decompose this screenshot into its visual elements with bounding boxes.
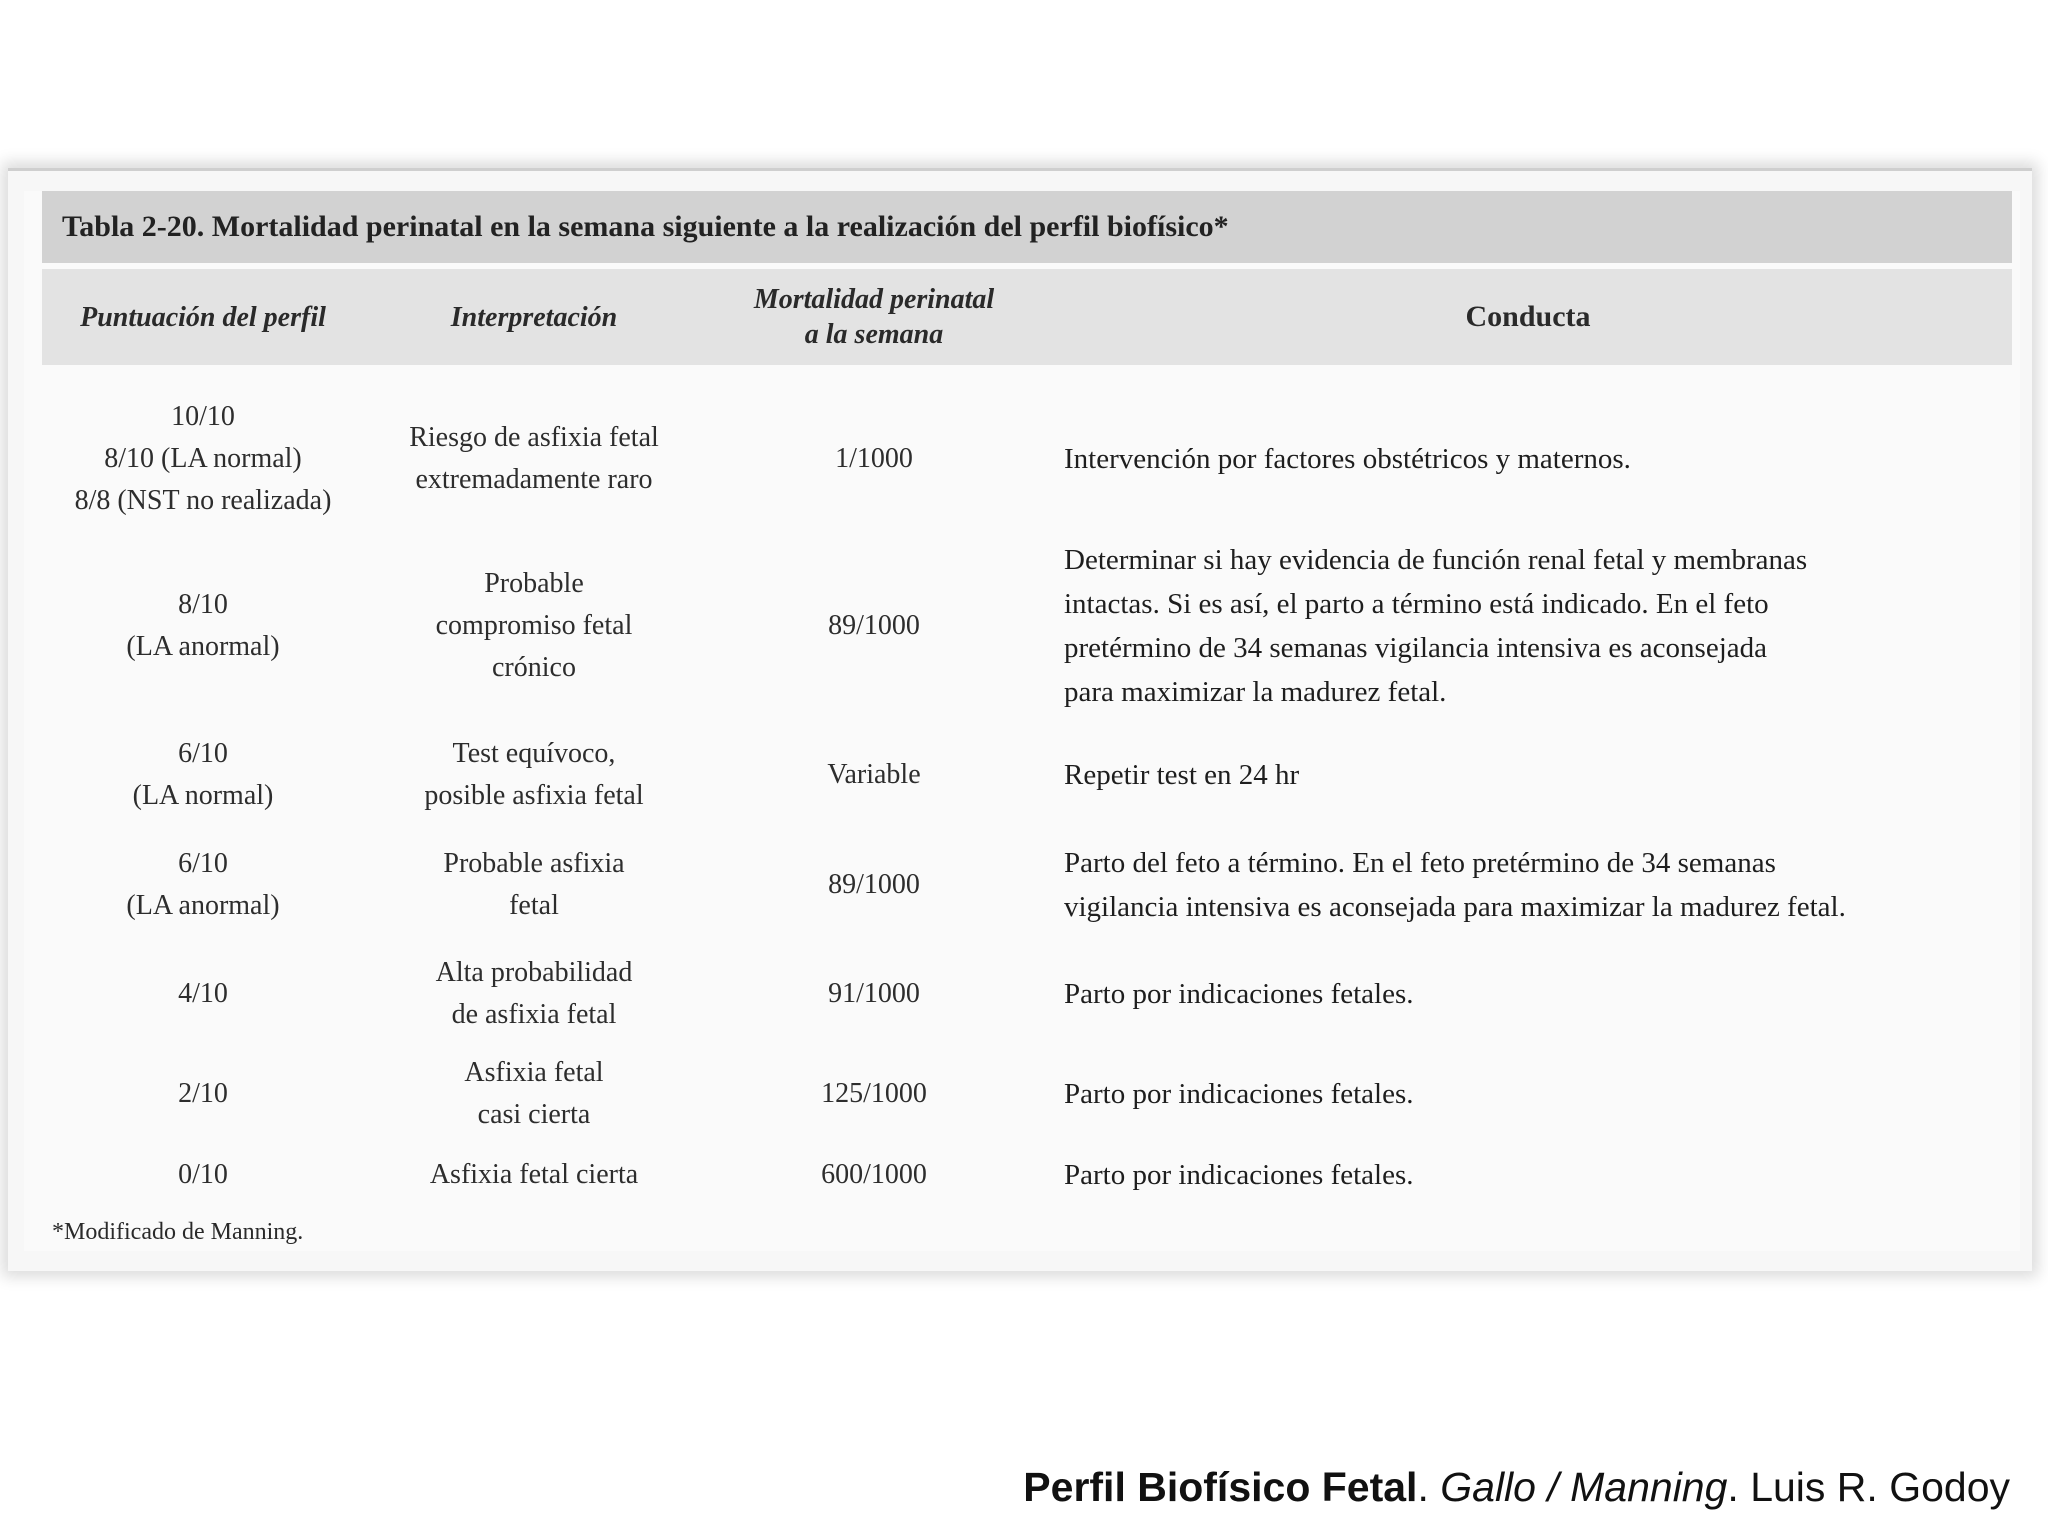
cell-interpretation: Probable asfixia fetal [443,848,625,921]
caption-author: . Luis R. Godoy [1727,1464,2010,1510]
table-row [42,727,2012,823]
caption-separator: . [1417,1464,1441,1510]
cell-interpretation: Probable compromiso fetal crónico [435,568,633,683]
caption-source: Gallo / Manning [1440,1464,1728,1510]
cell-interpretation: Riesgo de asfixia fetal extremadamente raro [409,422,659,495]
header-score: Puntuación del perfil [80,301,326,333]
scanned-table-image [8,168,2032,1271]
cell-score: 10/10 8/10 (LA normal) 8/8 (NST no realizada) [74,401,332,516]
cell-mortality: 89/1000 [828,869,920,900]
table-title: Tabla 2-20. Mortalidad perinatal en la semana siguiente a la realización del perfil biofísico* [42,191,2012,263]
cell-score: 6/10 (LA anormal) [126,848,280,921]
cell-score: 2/10 [178,1078,228,1109]
cell-interpretation: Asfixia fetal casi cierta [464,1057,604,1130]
table-row [42,535,2012,717]
cell-management: Parto por indicaciones fetales. [1064,1158,1414,1191]
header-mortality: Mortalidad perinatal a la semana [753,284,995,350]
table-row [42,837,2012,933]
table-row [42,949,2012,1039]
cell-management: Parto del feto a término. En el feto pretérmino de 34 semanas vigilancia intensiva es aconsejada para maximizar la madurez fetal. [1064,846,1846,923]
cell-interpretation: Asfixia fetal cierta [429,1159,639,1190]
table-row [42,1145,2012,1205]
table-footnote: *Modificado de Manning. [52,1219,304,1245]
cell-mortality: Variable [827,759,921,790]
cell-mortality: 89/1000 [828,610,920,641]
cell-mortality: 1/1000 [835,443,913,474]
cell-management: Repetir test en 24 hr [1064,758,1300,791]
cell-management: Determinar si hay evidencia de función renal fetal y membranas intactas. Si es así, el parto a término está indicado. En el feto pretérmino de 34 semanas vigilancia intensiva es aconsejada para maximizar la madurez fetal. [1064,543,1808,709]
cell-management: Parto por indicaciones fetales. [1064,1077,1414,1110]
cell-interpretation: Alta probabilidad de asfixia fetal [435,957,633,1030]
header-interpretation: Interpretación [450,301,618,333]
cell-mortality: 125/1000 [821,1078,927,1109]
slide-caption [1023,1464,2010,1511]
cell-score: 4/10 [178,978,228,1009]
table-row [42,399,2012,519]
header-management: Conducta [1465,300,1591,334]
table-header-row [42,269,2012,365]
table-container [24,191,2020,1251]
cell-management: Parto por indicaciones fetales. [1064,977,1414,1010]
caption-title: Perfil Biofísico Fetal [1023,1464,1418,1510]
cell-mortality: 91/1000 [828,978,920,1009]
cell-score: 0/10 [178,1159,228,1190]
table-row [42,1049,2012,1139]
cell-interpretation: Test equívoco, posible asfixia fetal [424,738,644,811]
cell-score: 8/10 (LA anormal) [126,589,280,662]
cell-score: 6/10 (LA normal) [132,738,274,811]
cell-management: Intervención por factores obstétricos y maternos. [1064,442,1631,475]
cell-mortality: 600/1000 [821,1159,927,1190]
